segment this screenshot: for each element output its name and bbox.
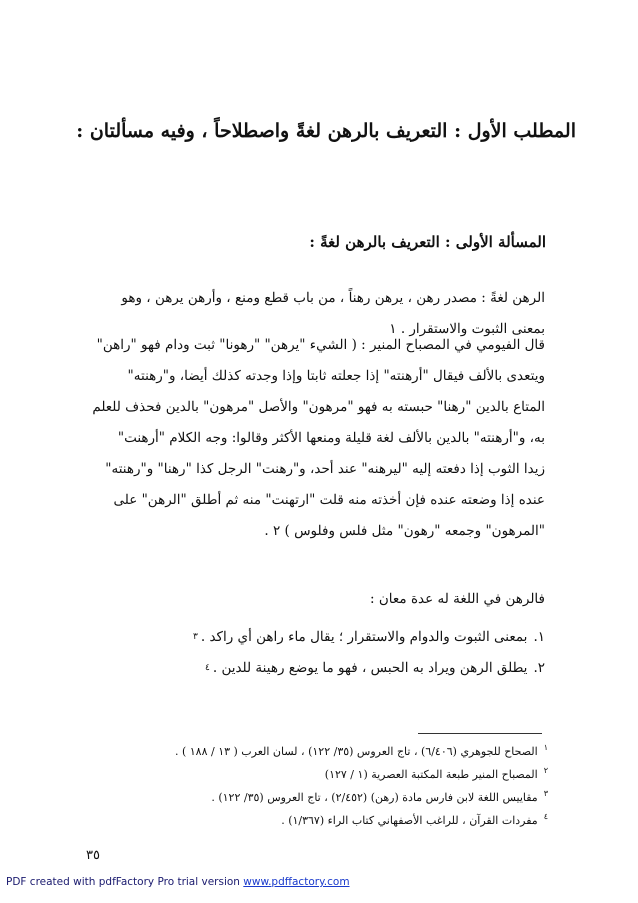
text-line: زيدا الثوب إذا دفعته إليه "ليرهنه" عند أحد، و"رهنت" الرجل كذا "رهنا" و"رهنته" <box>105 461 545 477</box>
section-heading: المطلب الأول : التعريف بالرهن لغةً واصطلاحاً ، وفيه مسألتان : <box>76 120 576 142</box>
text-line: ويتعدى بالألف فيقال "أرهنته" إذا جعلته ثابتا وإذا وجدته كذلك أيضا، و"رهنته" <box>127 368 545 384</box>
list-item <box>88 653 545 684</box>
watermark-text: PDF created with pdfFactory Pro trial version <box>6 876 244 888</box>
footnote <box>100 809 548 832</box>
page-number: ٣٥ <box>86 848 100 863</box>
footnote-text: مقاييس اللغة لابن فارس مادة (رهن) (٢/٤٥٢) ، تاج العروس (٣٥/ ١٢٢) . <box>211 791 538 804</box>
text-line: المتاع بالدين "رهنا" حبسته به فهو "مرهون" والأصل "مرهون" بالدين فحذف للعلم <box>92 399 545 415</box>
text-line: عنده إذا وضعته عنده فإن أخذته منه قلت "ارتهنت" منه ثم أطلق "الرهن" على <box>113 492 545 508</box>
footnote-text: مفردات القرآن ، للراغب الأصفهاني كتاب الراء (١/٣٦٧) . <box>281 814 538 827</box>
watermark-link[interactable]: www.pdffactory.com <box>243 876 350 888</box>
text-line: به، و"أرهنته" بالدين بالألف لغة قليلة ومنعها الأكثر وقالوا: وجه الكلام "أرهنت" <box>117 430 545 446</box>
text-line: "المرهون" وجمعه "رهون" مثل فلس وفلوس ) ٢ . <box>264 523 545 539</box>
text-line: بمعنى الثبوت والاستقرار . ١ <box>389 321 545 337</box>
meanings-lead: فالرهن في اللغة له عدة معان : <box>370 591 545 607</box>
subsection-title: المسألة الأولى : التعريف بالرهن لغةً : <box>309 233 546 251</box>
footnote-ref: ٤ <box>205 663 210 673</box>
text-line: قال الفيومي في المصباح المنير : ( الشيء "يرهن" "رهونا" ثبت ودام فهو "راهن" <box>96 337 545 353</box>
list-item <box>88 622 545 653</box>
list-number: ١. <box>533 629 545 645</box>
pdf-watermark <box>6 876 350 888</box>
list-number: ٢. <box>533 660 545 676</box>
meanings-list <box>88 622 545 684</box>
paragraph-quote <box>88 330 545 547</box>
footnote-number: ٤ <box>543 812 548 821</box>
footnote-text: الصحاح للجوهري (٦/٤٠٦) ، تاج العروس (٣٥/ ١٢٢) ، لسان العرب ( ١٣ / ١٨٨ ) . <box>174 745 538 758</box>
footnote <box>100 740 548 763</box>
footnote <box>100 786 548 809</box>
footnote-number: ٢ <box>543 766 548 775</box>
footnote-text: المصباح المنير طبعة المكتبة العصرية (١ / ١٢٧) <box>324 768 538 781</box>
footnote-number: ١ <box>543 743 548 752</box>
footnote-ref: ٣ <box>193 632 198 642</box>
list-text: يطلق الرهن ويراد به الحبس ، فهو ما يوضع رهينة للدين . <box>212 660 528 676</box>
footnote <box>100 763 548 786</box>
list-text: بمعنى الثبوت والدوام والاستقرار ؛ يقال ماء راهن أي راكد . <box>200 629 528 645</box>
footnote-divider <box>418 733 542 734</box>
text-line: الرهن لغةً : مصدر رهن ، يرهن رهناً ، من باب قطع ومنع ، وأرهن يرهن ، وهو <box>121 290 545 306</box>
footnote-number: ٣ <box>543 789 548 798</box>
footnotes <box>100 740 548 832</box>
